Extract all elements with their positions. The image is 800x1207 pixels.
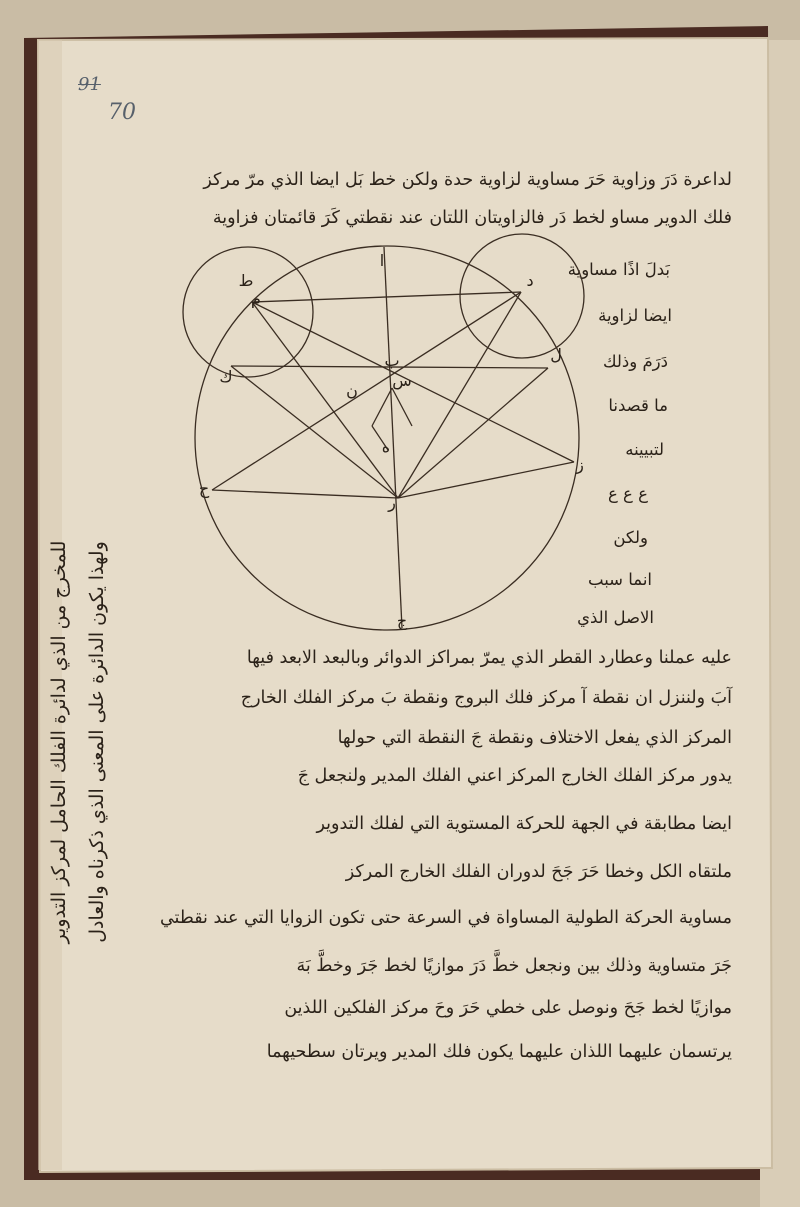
- diagram-label: ا: [379, 251, 385, 270]
- text-line: بَدلَ اذًا مساوية: [567, 260, 670, 279]
- text-line: ايضا لزاوية: [598, 306, 672, 325]
- diagram-label: ز: [576, 455, 584, 474]
- text-line: لتبيينه: [625, 440, 664, 459]
- diagram-label: ه: [381, 437, 391, 456]
- text-line: ما قصدنا: [608, 396, 668, 415]
- marginal-note-line: ولهذا يكون الدائرة على المعنى الذي ذكرناه والعادل: [86, 541, 108, 943]
- diagram-label: ب: [384, 351, 400, 370]
- text-line: لداعرة دَرَ وزاوية حَرَ مساوية لزاوية حدة ولكن خط بَل ايضا الذي مرّ مركز: [203, 170, 732, 190]
- text-line: موازيًا لخط جَحَ ونوصل على خطي حَرَ وحَ مركز الفلكين اللذين: [284, 998, 732, 1018]
- text-line: ولكن: [613, 528, 648, 547]
- diagram-label: ن: [346, 381, 358, 400]
- text-line: عليه عملنا وعطارد القطر الذي يمرّ بمراكز الدوائر وبالبعد الابعد فيها: [246, 648, 732, 668]
- text-line: دَرَمَ وذلك: [602, 352, 668, 371]
- marginal-note-line: للمخرج من الذي لدائرة الفلك الحامل لمركز التدوير: [48, 540, 70, 944]
- diagram-label: ح: [198, 479, 210, 498]
- diagram-label: م: [251, 289, 261, 308]
- text-line: مساوية الحركة الطولية المساواة في السرعة حتى تكون الزوايا التي عند نقطتي: [159, 908, 732, 928]
- diagram-label: د: [526, 271, 534, 290]
- text-line: جَرَ متساوية وذلك بين ونجعل خطَّ دَرَ موازيًا لخط جَرَ وخطَّ بَهَ: [296, 956, 732, 976]
- diagram-label: ك: [219, 367, 233, 386]
- right-epicycle: [460, 234, 584, 358]
- diagram-label: ر: [388, 493, 396, 512]
- struck-folio-number: 91: [78, 74, 101, 95]
- text-line: المركز الذي يفعل الاختلاف ونقطة جَ النقطة التي حولها: [337, 728, 732, 748]
- diagram-label: س: [392, 371, 412, 390]
- text-line: ملتقاه الكل وخطا حَرَ جَحَ لدوران الفلك الخارج المركز: [345, 862, 732, 882]
- text-line: ع ع ع: [607, 484, 648, 503]
- text-line: انما سبب: [588, 570, 652, 589]
- text-line: يرتسمان عليهما اللذان عليهما يكون فلك المدير ويرتان سطحيهما: [266, 1042, 732, 1062]
- diagram-label: ل: [550, 345, 562, 364]
- diagram-label: ط: [238, 271, 254, 290]
- diagram-label: ج: [396, 611, 408, 630]
- text-line: ايضا مطابقة في الجهة للحركة المستوية التي لفلك التدوير: [316, 814, 732, 834]
- text-line: فلك الدوير مساو لخط دَر فالزاويتان اللتان عند نقطتي كَرَ قائمتان فزاوية: [212, 208, 732, 228]
- folio-number: 70: [108, 100, 136, 125]
- text-line: آبَ ولننزل ان نقطة آ مركز فلك البروج ونقطة بَ مركز الفلك الخارج: [240, 688, 732, 708]
- text-line: يدور مركز الفلك الخارج المركز اعني الفلك المدير ولنجعل جَ: [297, 766, 732, 786]
- text-line: الاصل الذي: [577, 608, 654, 627]
